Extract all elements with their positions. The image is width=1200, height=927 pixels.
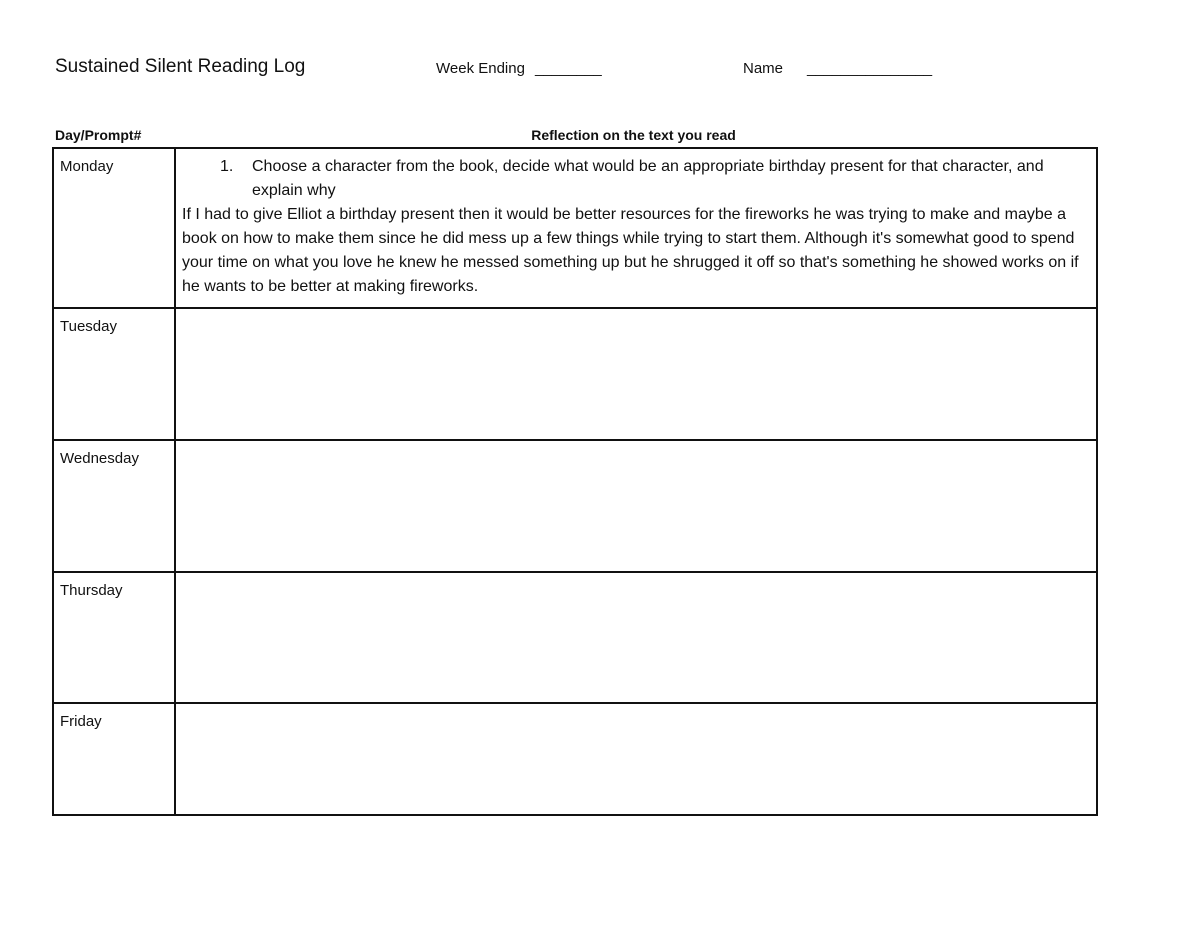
day-cell: Monday [53, 148, 175, 308]
day-prompt-column-header: Day/Prompt# [55, 127, 142, 143]
response-text: If I had to give Elliot a birthday present then it would be better resources for the fireworks he was trying to make and maybe a book on how to make them since he did mess up a few things while trying to start them. Although it's somewhat good to spend your time on what you love he knew he messed something up but he shrugged it off so that's something he showed works on if he wants to be better at making fireworks. [182, 206, 1079, 295]
week-ending-label: Week Ending [436, 60, 525, 77]
day-cell: Thursday [53, 572, 175, 703]
reflection-cell [175, 148, 1097, 308]
name-blank: _______________ [807, 60, 933, 77]
table-row-friday [53, 703, 1097, 815]
reflection-cell [175, 308, 1097, 440]
table-row-wednesday [53, 440, 1097, 572]
table-row-thursday [53, 572, 1097, 703]
day-cell: Wednesday [53, 440, 175, 572]
reflection-cell [175, 440, 1097, 572]
week-ending-field [436, 60, 602, 77]
table-row-tuesday [53, 308, 1097, 440]
day-cell: Tuesday [53, 308, 175, 440]
prompt-text: Choose a character from the book, decide what would be an appropriate birthday present for that character, and explain why [252, 158, 1044, 199]
page-title: Sustained Silent Reading Log [55, 56, 306, 77]
prompt-number: 1. [220, 158, 234, 175]
week-ending-blank: ________ [534, 60, 602, 77]
reflection-cell [175, 572, 1097, 703]
prompt-item [220, 155, 1090, 203]
name-label: Name [743, 60, 784, 77]
day-cell: Friday [53, 703, 175, 815]
reflection-cell [175, 703, 1097, 815]
table-row-monday [53, 148, 1097, 308]
reading-log-table [52, 147, 1098, 816]
reflection-column-header: Reflection on the text you read [531, 127, 736, 143]
name-field [743, 60, 932, 77]
